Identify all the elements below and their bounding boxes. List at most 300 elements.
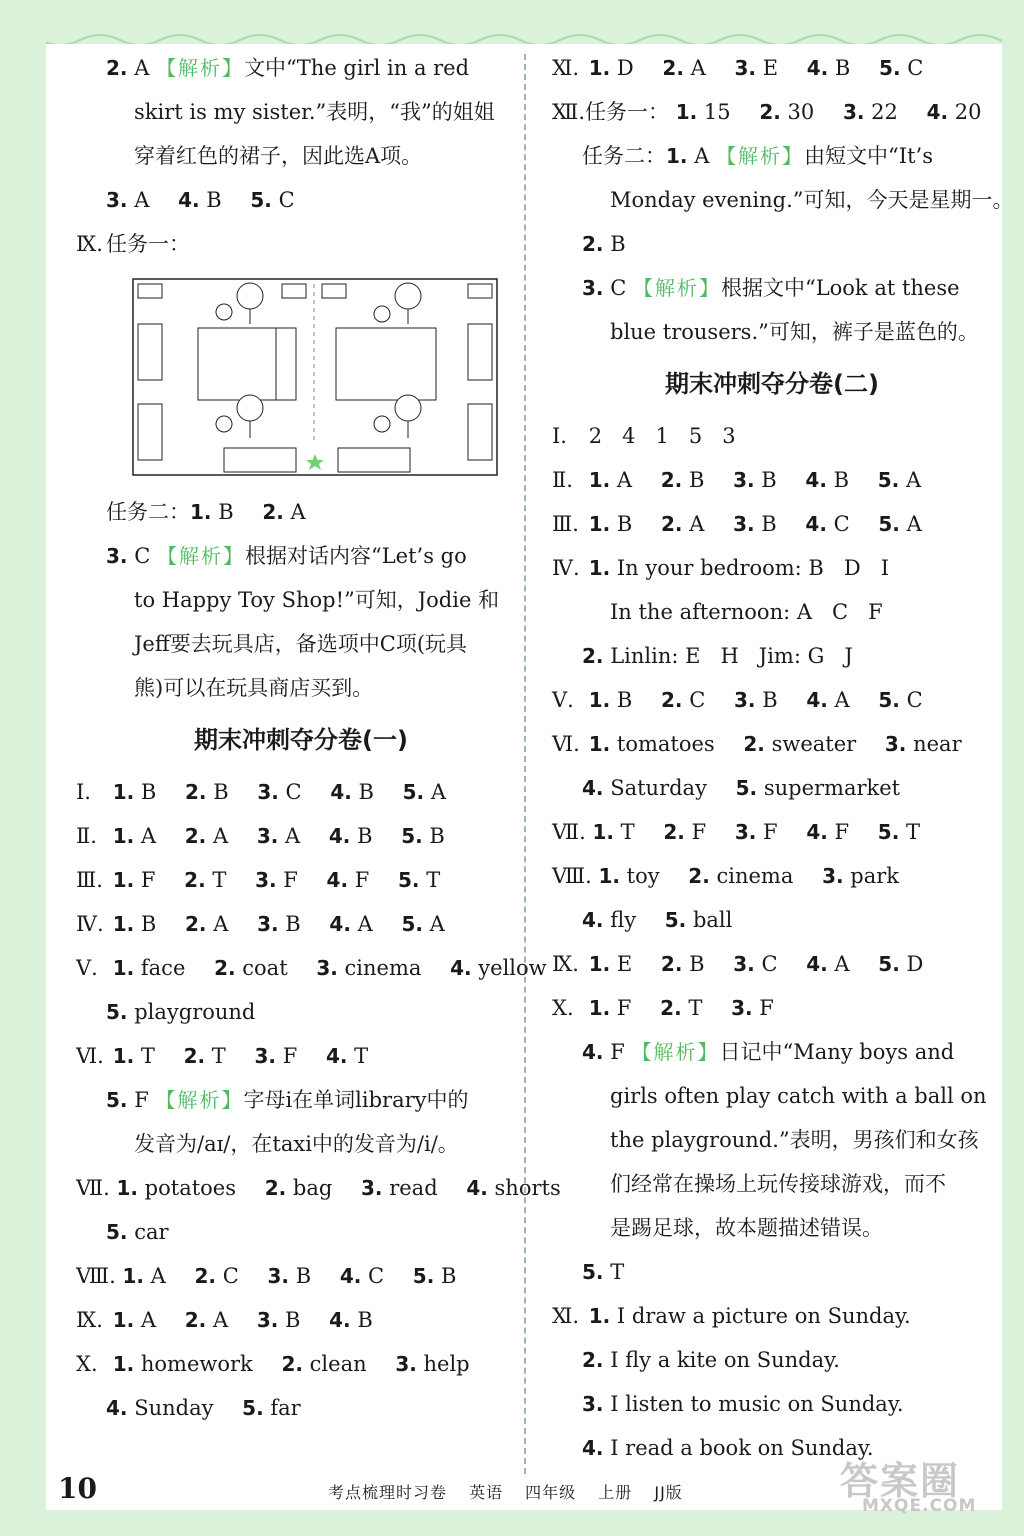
- answer-value: fly: [610, 908, 637, 932]
- question-number: 2.: [688, 864, 710, 888]
- task-label: 任务二：: [582, 144, 666, 168]
- question-number: 5.: [877, 820, 900, 844]
- answer-row: [552, 942, 992, 986]
- question-number: 4.: [806, 56, 829, 80]
- question-number: 1.: [588, 688, 611, 712]
- question-number: 2.: [214, 956, 236, 980]
- answer-value: D: [616, 56, 634, 80]
- answer-value: A: [906, 512, 922, 536]
- question-number: 1.: [112, 912, 135, 936]
- answer-value: C: [833, 512, 850, 536]
- answer-row: [552, 854, 992, 898]
- question-number: 1.: [666, 144, 688, 168]
- answer-value: T: [688, 996, 703, 1020]
- answer-value: Linlin: E H Jim: G J: [610, 644, 853, 668]
- answer-value: Sunday: [134, 1396, 214, 1420]
- answer-value: A: [694, 144, 710, 168]
- answer-value: C: [368, 1264, 385, 1288]
- question-number: 4.: [330, 780, 352, 804]
- answer-value: C: [278, 188, 295, 212]
- question-number: 2.: [661, 512, 683, 536]
- analysis-tag: 【解析】: [716, 144, 805, 168]
- answer-value: A: [834, 688, 850, 712]
- answer-value: E: [762, 56, 779, 80]
- analysis-line: blue trousers.”可知，裤子是蓝色的。: [610, 320, 979, 344]
- section-numeral: Ⅰ.: [76, 780, 91, 804]
- section-numeral: Ⅸ.: [76, 1308, 103, 1332]
- question-number: 3.: [733, 512, 755, 536]
- question-number: 4.: [326, 868, 349, 892]
- question-number: 4.: [466, 1176, 488, 1200]
- answer-row: [552, 766, 992, 810]
- answer-value: far: [270, 1396, 301, 1420]
- question-number: 5.: [879, 56, 901, 80]
- page-frame-right: [1002, 0, 1024, 1536]
- answer-row: [552, 634, 992, 678]
- answer-value: T: [211, 1044, 226, 1068]
- section-numeral: Ⅸ.: [552, 952, 579, 976]
- question-number: 4.: [106, 1396, 128, 1420]
- question-number: 5.: [250, 188, 272, 212]
- question-number: 3.: [734, 56, 756, 80]
- question-number: 3.: [267, 1264, 289, 1288]
- question-number: 5.: [412, 1264, 435, 1288]
- question-number: 3.: [395, 1352, 417, 1376]
- question-number: 5.: [106, 1088, 128, 1112]
- answer-row: [552, 546, 992, 590]
- watermark-logo: 答案圈: [840, 1459, 961, 1503]
- answer-value: C: [610, 276, 627, 300]
- answer-value: A: [212, 1308, 229, 1332]
- answer-value: coat: [242, 956, 288, 980]
- question-number: 2.: [183, 1044, 206, 1068]
- question-number: 2.: [194, 1264, 217, 1288]
- question-number: 1.: [588, 952, 611, 976]
- analysis-line: Monday evening.”可知，今天是星期一。: [610, 188, 1014, 212]
- answer-value: F: [616, 996, 632, 1020]
- answer-value: A: [140, 1308, 157, 1332]
- question-number: 3.: [842, 100, 865, 124]
- answer-value: A: [430, 780, 447, 804]
- question-number: 3.: [254, 1044, 277, 1068]
- analysis-line: skirt is my sister.”表明，“我”的姐姐: [134, 100, 495, 124]
- answer-value: A: [834, 952, 850, 976]
- answer-row: [76, 1166, 561, 1210]
- answer-value: I draw a picture on Sunday.: [616, 1304, 911, 1328]
- question-number: 3.: [731, 996, 753, 1020]
- answer-value: potatoes: [144, 1176, 237, 1200]
- section-numeral: Ⅺ.: [552, 56, 580, 80]
- answer-value: C: [906, 688, 923, 712]
- answer-value: A: [690, 56, 706, 80]
- answer-value: help: [423, 1352, 470, 1376]
- left-column: [76, 46, 561, 1430]
- answer-value: B: [834, 56, 851, 80]
- question-number: 3.: [106, 544, 128, 568]
- answer-value: shorts: [494, 1176, 561, 1200]
- answer-value: F: [282, 1044, 298, 1068]
- answer-row: [552, 1294, 992, 1338]
- question-number: 1.: [190, 500, 212, 524]
- answer-value: sweater: [771, 732, 857, 756]
- question-number: 1.: [588, 996, 611, 1020]
- question-number: 4.: [805, 512, 827, 536]
- answer-row: [552, 458, 992, 502]
- answer-line: [76, 178, 526, 222]
- question-number: 3.: [316, 956, 338, 980]
- answer-value: supermarket: [763, 776, 901, 800]
- question-number: 3.: [106, 188, 128, 212]
- answer-value: F: [759, 996, 774, 1020]
- question-number: 3.: [582, 276, 604, 300]
- task2-line: [76, 490, 526, 534]
- answer-value: B: [295, 1264, 312, 1288]
- question-number: 2.: [660, 468, 683, 492]
- analysis-text: 根据文中“Look at these: [720, 276, 960, 300]
- section-numeral: Ⅱ.: [76, 824, 97, 848]
- answer-value: F: [134, 1088, 149, 1112]
- question-number: 5.: [398, 868, 420, 892]
- question-number: 1.: [588, 468, 611, 492]
- right-column: [552, 46, 1014, 1470]
- question-number: 3.: [733, 688, 756, 712]
- answer-value: B: [140, 780, 157, 804]
- answer-value: B: [616, 512, 633, 536]
- section-ix-heading: [76, 222, 526, 266]
- answer-value: C: [222, 1264, 239, 1288]
- answer-value: B: [761, 468, 777, 492]
- answer-row: [76, 946, 547, 990]
- answer-value: face: [140, 956, 186, 980]
- question-number: 4.: [806, 952, 828, 976]
- answer-value: toy: [626, 864, 660, 888]
- answer-value: F: [283, 868, 298, 892]
- answer-value: I read a book on Sunday.: [610, 1436, 874, 1460]
- question-number: 1.: [592, 820, 614, 844]
- question-number: 5.: [735, 776, 758, 800]
- question-number: 4.: [582, 776, 604, 800]
- answer-value: cinema: [344, 956, 422, 980]
- answer-value: T: [905, 820, 920, 844]
- answer-value: A: [134, 56, 150, 80]
- section-numeral: Ⅵ.: [552, 732, 580, 756]
- page-frame-left: [0, 0, 46, 1536]
- answer-value: homework: [140, 1352, 253, 1376]
- answer-row: [76, 902, 526, 946]
- question-number: 4.: [328, 824, 351, 848]
- analysis-line: the playground.”表明，男孩们和女孩: [610, 1128, 979, 1152]
- question-number: 1.: [588, 1304, 611, 1328]
- answer-value: In your bedroom: B D I: [616, 556, 890, 580]
- answer-row: [552, 678, 992, 722]
- task-label: 任务一：: [106, 232, 190, 256]
- question-number: 5.: [106, 1000, 128, 1024]
- answer-row: [552, 90, 992, 134]
- answer-value: B: [762, 688, 778, 712]
- answer-row: [552, 810, 992, 854]
- answer-row: [76, 990, 526, 1034]
- section-numeral: Ⅳ.: [76, 912, 104, 936]
- question-number: 4.: [805, 468, 827, 492]
- task-label: 任务一：: [585, 100, 669, 124]
- analysis-tag: 【解析】: [156, 56, 245, 80]
- site-watermark: [840, 1450, 1010, 1520]
- analysis-line: 穿着红色的裙子，因此选A项。: [134, 144, 423, 168]
- answer-row: [76, 814, 526, 858]
- question-number: 3.: [822, 864, 844, 888]
- answer-value: 22: [871, 100, 898, 124]
- section-numeral: Ⅷ.: [76, 1264, 116, 1288]
- answer-value: A: [285, 824, 301, 848]
- analysis-line: girls often play catch with a ball on: [610, 1084, 987, 1108]
- answer-value: F: [763, 820, 778, 844]
- question-number: 5.: [878, 952, 900, 976]
- answer-row: [76, 1210, 526, 1254]
- answer-value: yellow: [478, 956, 547, 980]
- question-number: 4.: [339, 1264, 362, 1288]
- answer-value: 2 4 1 5 3: [588, 424, 736, 448]
- answer-value: A: [290, 500, 306, 524]
- book-info: 考点梳理时习卷 英语 四年级 上册 JJ版: [328, 1483, 683, 1502]
- question-number: 4.: [329, 912, 351, 936]
- question-number: 4.: [178, 188, 200, 212]
- answer-page: [52, 46, 1014, 1496]
- question-number: 5.: [242, 1396, 264, 1420]
- analysis-line: 发音为/aɪ/，在taxi中的发音为/i/。: [134, 1132, 459, 1156]
- question-number: 3.: [361, 1176, 383, 1200]
- answer-value: car: [134, 1220, 169, 1244]
- frame-wave-decoration: [0, 0, 1024, 44]
- answer-value: B: [285, 1308, 301, 1332]
- answer-row: [552, 414, 992, 458]
- section-numeral: Ⅶ.: [552, 820, 586, 844]
- section-heading: 期末冲刺夺分卷(一): [194, 726, 408, 754]
- answer-value: B: [218, 500, 234, 524]
- answer-row: [552, 46, 992, 90]
- answer-value: A: [616, 468, 633, 492]
- answer-value: T: [212, 868, 227, 892]
- answer-value: 30: [787, 100, 815, 124]
- answer-value: C: [761, 952, 778, 976]
- question-number: 5.: [401, 912, 423, 936]
- question-number: 4.: [329, 1308, 351, 1332]
- question-number: 1.: [588, 512, 611, 536]
- question-number: 1.: [588, 56, 611, 80]
- answer-line: [76, 534, 526, 578]
- answer-value: F: [140, 868, 156, 892]
- analysis-tag: 【解析】: [155, 1088, 244, 1112]
- question-number: 3.: [256, 1308, 279, 1332]
- answer-value: B: [357, 824, 373, 848]
- question-number: 1.: [588, 556, 611, 580]
- section-numeral: Ⅻ.: [552, 100, 585, 124]
- answer-value: clean: [309, 1352, 367, 1376]
- question-number: 2.: [184, 1308, 207, 1332]
- question-number: 1.: [112, 1308, 135, 1332]
- answer-value: C: [134, 544, 151, 568]
- question-number: 2.: [661, 688, 683, 712]
- section-numeral: Ⅹ.: [552, 996, 574, 1020]
- task-label: 任务二：: [106, 500, 190, 524]
- question-number: 3.: [734, 820, 757, 844]
- answer-value: A: [140, 824, 157, 848]
- answer-value: T: [426, 868, 441, 892]
- section-numeral: Ⅲ.: [552, 512, 579, 536]
- answer-value: D: [906, 952, 924, 976]
- answer-value: Saturday: [610, 776, 707, 800]
- answer-value: B: [688, 468, 705, 492]
- answer-value: A: [357, 912, 373, 936]
- answer-line: [552, 1382, 992, 1426]
- question-number: 3.: [257, 780, 279, 804]
- question-number: 2.: [185, 912, 207, 936]
- analysis-line: to Happy Toy Shop!”可知，Jodie 和: [134, 588, 500, 612]
- question-number: 4.: [582, 1040, 604, 1064]
- question-number: 3.: [733, 952, 755, 976]
- question-number: 2.: [662, 56, 684, 80]
- answer-value: T: [140, 1044, 155, 1068]
- section-heading: 期末冲刺夺分卷(二): [665, 370, 879, 398]
- answer-value: T: [354, 1044, 369, 1068]
- question-number: 3.: [256, 824, 279, 848]
- question-number: 5.: [878, 512, 900, 536]
- analysis-line: 是踢足球，故本题描述错误。: [610, 1216, 883, 1240]
- question-number: 2.: [264, 1176, 287, 1200]
- question-number: 4.: [926, 100, 949, 124]
- question-number: 3.: [255, 868, 277, 892]
- question-number: 2.: [743, 732, 765, 756]
- analysis-line: 熊)可以在玩具商店买到。: [134, 676, 374, 700]
- question-number: 1.: [588, 732, 611, 756]
- analysis-text: 字母i在单词library中的: [243, 1088, 469, 1112]
- answer-value: 20: [954, 100, 982, 124]
- answer-value: In the afternoon: A C F: [610, 600, 883, 624]
- watermark-url: MXQE.COM: [862, 1496, 977, 1516]
- section-numeral: Ⅳ.: [552, 556, 580, 580]
- answer-value: B: [440, 1264, 457, 1288]
- section-numeral: Ⅵ.: [76, 1044, 104, 1068]
- section-numeral: Ⅷ.: [552, 864, 592, 888]
- analysis-text: 文中“The girl in a red: [244, 56, 470, 80]
- answer-row: [76, 770, 526, 814]
- answer-value: B: [616, 688, 633, 712]
- answer-row: [76, 1342, 526, 1386]
- question-number: 2.: [663, 820, 685, 844]
- answer-value: B: [213, 780, 229, 804]
- answer-row: [76, 858, 526, 902]
- question-number: 3.: [733, 468, 755, 492]
- question-number: 2.: [582, 644, 604, 668]
- analysis-tag: 【解析】: [631, 1040, 720, 1064]
- answer-value: A: [905, 468, 922, 492]
- answer-value: A: [150, 1264, 166, 1288]
- answer-value: A: [134, 188, 150, 212]
- analysis-tag: 【解析】: [156, 544, 245, 568]
- question-number: 2.: [185, 780, 207, 804]
- street-map: [132, 278, 498, 476]
- answer-value: B: [358, 780, 374, 804]
- question-number: 1.: [112, 1044, 135, 1068]
- question-number: 3.: [582, 1392, 604, 1416]
- answer-line: [552, 1250, 992, 1294]
- question-number: 4.: [325, 1044, 348, 1068]
- answer-line: [552, 134, 992, 178]
- answer-value: C: [285, 780, 302, 804]
- answer-row: [76, 1034, 526, 1078]
- answer-value: A: [212, 824, 229, 848]
- answer-value: B: [357, 1308, 373, 1332]
- answer-value: I listen to music on Sunday.: [610, 1392, 904, 1416]
- answer-value: tomatoes: [616, 732, 715, 756]
- analysis-text: 日记中“Many boys and: [719, 1040, 955, 1064]
- question-number: 2.: [759, 100, 781, 124]
- analysis-line: Jeff要去玩具店，备选项中C项(玩具: [134, 632, 468, 656]
- question-number: 2.: [184, 868, 206, 892]
- question-number: 2.: [582, 232, 604, 256]
- answer-value: C: [689, 688, 706, 712]
- section-numeral: Ⅱ.: [552, 468, 573, 492]
- answer-value: A: [213, 912, 229, 936]
- answer-value: read: [389, 1176, 438, 1200]
- question-number: 1.: [598, 864, 620, 888]
- answer-value: F: [691, 820, 707, 844]
- question-number: 4.: [582, 908, 604, 932]
- answer-value: T: [610, 1260, 625, 1284]
- section-numeral: Ⅹ.: [76, 1352, 98, 1376]
- answer-value: E: [616, 952, 633, 976]
- answer-value: T: [620, 820, 635, 844]
- question-number: 2.: [660, 996, 682, 1020]
- answer-value: cinema: [716, 864, 794, 888]
- section-numeral: Ⅲ.: [76, 868, 103, 892]
- question-number: 2.: [660, 952, 683, 976]
- analysis-text: 由短文中“It’s: [804, 144, 933, 168]
- answer-line: [76, 46, 526, 90]
- question-number: 1.: [122, 1264, 144, 1288]
- answer-value: F: [610, 1040, 625, 1064]
- analysis-tag: 【解析】: [632, 276, 721, 300]
- question-number: 4.: [806, 820, 828, 844]
- answer-value: ball: [692, 908, 733, 932]
- answer-row: [76, 1298, 526, 1342]
- question-number: 1.: [112, 1352, 135, 1376]
- answer-value: park: [850, 864, 899, 888]
- question-number: 2.: [281, 1352, 303, 1376]
- answer-row: [552, 502, 992, 546]
- answer-value: A: [429, 912, 445, 936]
- answer-value: bag: [292, 1176, 333, 1200]
- answer-line: [552, 222, 992, 266]
- answer-row: [76, 1254, 526, 1298]
- question-number: 1.: [112, 956, 135, 980]
- answer-value: B: [689, 952, 705, 976]
- answer-line: [76, 1078, 526, 1122]
- question-number: 5.: [877, 468, 900, 492]
- answer-line: [552, 266, 992, 310]
- question-number: 5.: [664, 908, 687, 932]
- answer-line: [552, 1338, 992, 1382]
- question-number: 1.: [112, 824, 135, 848]
- answer-value: F: [354, 868, 370, 892]
- answer-row: [552, 898, 992, 942]
- answer-value: B: [429, 824, 445, 848]
- answer-value: I fly a kite on Sunday.: [610, 1348, 840, 1372]
- section-numeral: Ⅴ.: [76, 956, 98, 980]
- question-number: 3.: [884, 732, 907, 756]
- question-number: 3.: [257, 912, 279, 936]
- question-number: 1.: [112, 868, 135, 892]
- answer-value: B: [761, 512, 777, 536]
